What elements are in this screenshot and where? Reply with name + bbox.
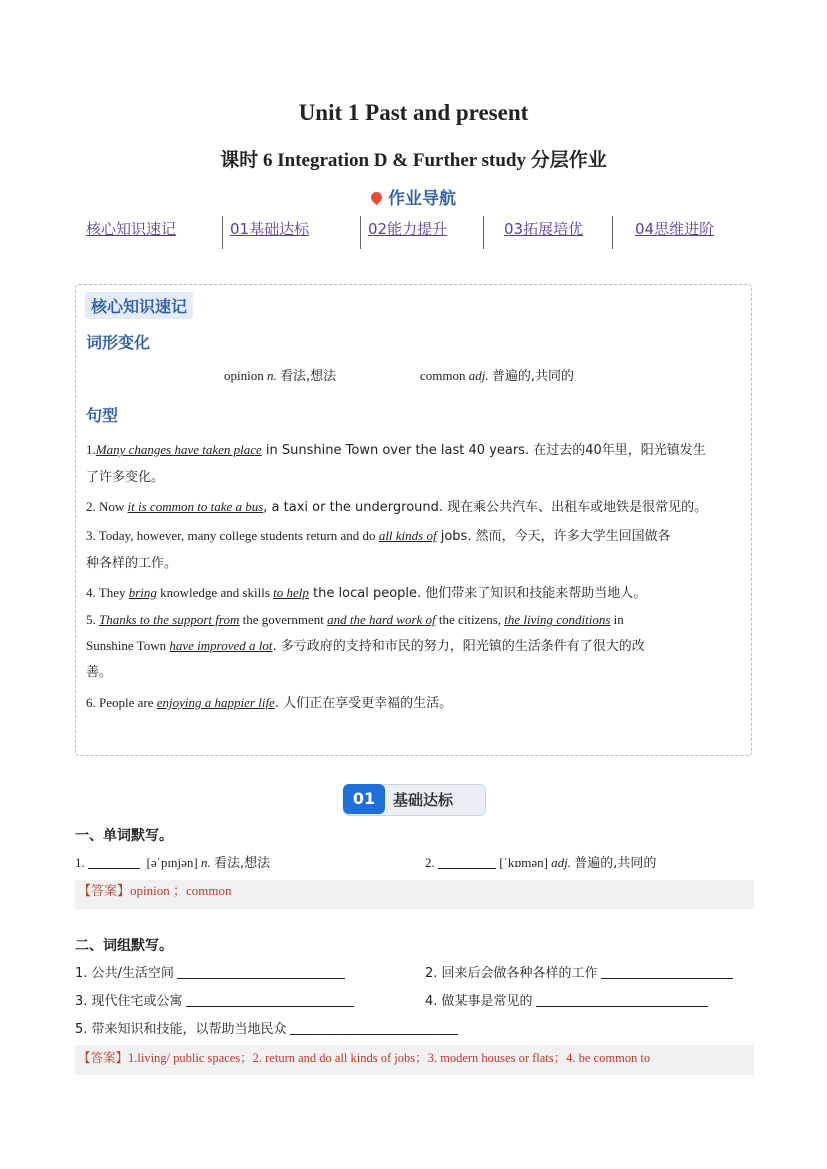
question-text: 3. 现代住宅或公寓 [75,994,183,1009]
part1-heading: 一、单词默写。 [75,828,173,844]
answer-blank[interactable] [177,978,345,979]
answer-blank[interactable] [186,1006,354,1007]
part2-heading: 二、词组默写。 [75,938,173,954]
sentence-text: 2. Now [86,499,128,514]
pronunciation: [əˈpɪnjən] [146,855,198,870]
nav-link-basic[interactable]: 01基础达标 [230,220,310,238]
sentence-text: jobs. 然而，今天，许多大学生回国做各 [436,529,671,544]
pronunciation: [ˈkɒmən] [499,855,548,870]
meaning: 看法,想法 [214,856,271,871]
word: common [420,368,466,383]
nav-divider [222,216,223,249]
sentence-text: Sunshine Town [86,638,170,653]
sentence-text: the local people. 他们带来了知识和技能来帮助当地人。 [308,586,647,601]
sentence-number: 1. [86,442,96,457]
question-number: 2. [425,855,435,870]
nav-link-core[interactable]: 核心知识速记 [86,220,177,238]
location-pin-icon [369,190,385,206]
sentence-text: 5. [86,612,99,627]
meaning: 看法,想法 [279,369,337,384]
sentence-3 [86,528,671,545]
key-phrase: all kinds of [378,528,437,543]
question-text: 5. 带来知识和技能，以帮助当地民众 [75,1022,287,1037]
nav-divider [612,216,613,249]
word-entry-opinion [224,368,336,385]
part-of-speech: n. [266,368,277,383]
sentence-text: . 人们正在享受更幸福的生活。 [274,696,453,711]
sentence-4 [86,585,646,602]
answer-blank[interactable] [290,1034,458,1035]
nav-heading [0,184,827,209]
question-text: 2. 回来后会做各种各样的工作 [425,966,598,981]
sentences-heading: 句型 [86,406,119,425]
sentence-text: the government [239,612,328,627]
sentence-text: in Sunshine Town over the last 40 years. 在过去的40年里，阳光镇发生 [261,443,706,458]
key-phrase: to help [273,585,309,600]
question-number: 1. [75,855,85,870]
question-text: 1. 公共/生活空间 [75,966,174,981]
sentence-5-end: 善。 [86,665,113,680]
meaning: 普遍的,共同的 [491,369,575,384]
key-phrase: Thanks to the support from [99,612,240,627]
section-badge-label: 基础达标 [393,791,454,809]
key-phrase: bring [128,585,157,600]
sentence-3-cont: 种各样的工作。 [86,556,178,571]
phrase-question-1 [75,965,345,982]
sentence-5-cont [86,638,645,655]
question-2 [425,855,656,872]
sentence-1 [86,442,706,459]
sentence-6 [86,695,452,712]
key-phrase: enjoying a happier life [156,695,275,710]
core-knowledge-box [75,284,752,756]
answer-blank[interactable] [601,978,733,979]
word: opinion [224,368,264,383]
nav-heading-text: 作业导航 [388,189,456,209]
section-badge-number: 01 [343,784,385,814]
nav-link-thinking[interactable]: 04思维进阶 [635,220,715,238]
key-phrase: Many changes have taken place [95,442,262,457]
core-knowledge-label: 核心知识速记 [85,292,193,319]
answer-blank[interactable] [88,868,140,869]
sentence-text: in [610,612,624,627]
sentence-text: , a taxi or the underground. 现在乘公共汽车、出租车或地铁是很常见的。 [263,500,708,515]
part-of-speech: adj. [468,368,489,383]
sentence-5 [86,612,624,628]
key-phrase: the living conditions [504,612,611,627]
sentence-1-cont: 了许多变化。 [86,470,165,485]
part-of-speech: n. [201,855,211,870]
sentence-2 [86,499,707,516]
sentence-text: 3. Today, however, many college students return and do [86,528,379,543]
key-phrase: it is common to take a bus [127,499,264,514]
phrase-question-5 [75,1021,458,1038]
question-1 [75,855,270,872]
nav-divider [483,216,484,249]
meaning: 普遍的,共同的 [574,856,657,871]
word-entry-common [420,368,574,385]
sentence-text: 4. They [86,585,129,600]
sentence-text: . 多亏政府的支持和市民的努力，阳光镇的生活条件有了很大的改 [272,639,645,654]
key-phrase: and the hard work of [327,612,436,627]
sentence-text: knowledge and skills [156,585,274,600]
phrase-question-4 [425,993,708,1010]
answer-blank[interactable] [438,868,496,869]
phrase-question-3 [75,993,354,1010]
key-phrase: have improved a lot [169,638,273,653]
word-forms-heading: 词形变化 [86,333,151,352]
part-of-speech: adj. [551,855,572,870]
answer-box-2: 【答案】1.living/ public spaces；2. return and do all kinds of jobs；3. modern houses or flats；4. be common to [75,1045,754,1075]
nav-link-ability[interactable]: 02能力提升 [368,220,448,238]
question-text: 4. 做某事是常见的 [425,994,533,1009]
phrase-question-2 [425,965,733,982]
sentence-text: the citizens, [435,612,505,627]
page-title: Unit 1 Past and present [298,100,529,125]
nav-divider [360,216,361,249]
sentence-text: 6. People are [86,695,157,710]
answer-box-1: 【答案】opinion ；common [75,880,754,909]
answer-blank[interactable] [536,1006,708,1007]
page-subtitle: 课时 6 Integration D & Further study 分层作业 [220,150,607,171]
nav-link-extend[interactable]: 03拓展培优 [504,220,584,238]
